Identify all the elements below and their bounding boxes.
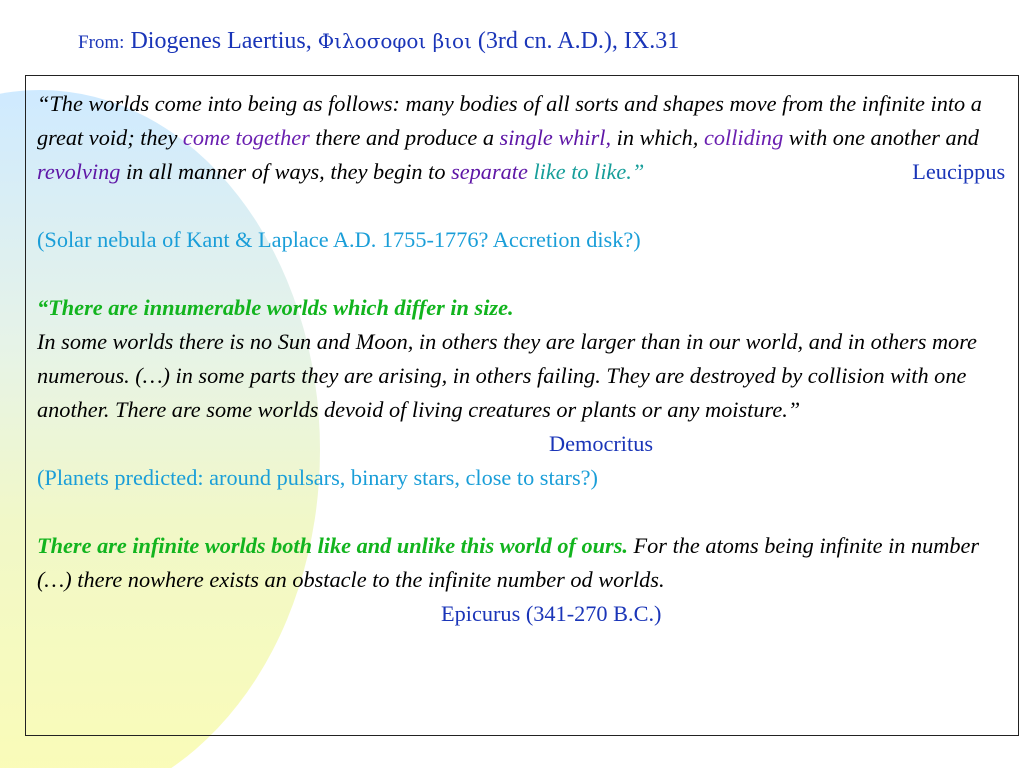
democritus-quote: In some worlds there is no Sun and Moon, in others they are larger than in our world, and in others more numerous. (…) in some parts they are arising, in others failing. They are destroyed by collision with one another. There are some worlds devoid of living creatures or plants or any moisture.” [37,329,977,422]
epicurus-quote [37,529,1008,631]
quote-text: For the atoms being infinite in number (…) there nowhere exists an obstacle to the infinite number od worlds. [37,533,980,592]
quote-text: in all manner of ways, they begin to [120,159,452,184]
header-from-label: From: [78,32,125,53]
attribution-democritus: Democritus [549,431,654,456]
header-greek-title: Φιλοσοφοι βιοι [317,29,472,53]
leucippus-quote [37,87,1008,189]
quotes-box [25,75,1019,736]
highlight-come-together: come together [182,125,310,150]
header-author: Diogenes Laertius, [130,28,312,54]
quote-text: in which, [611,125,704,150]
note-planets-predicted: (Planets predicted: around pulsars, binary stars, close to stars?) [37,465,598,490]
source-header [78,28,679,55]
quote-text: with one another and [783,125,979,150]
quote-text: “The worlds come into being as follows: many bodies of all sorts and shapes move from the infinite into a great void; they [37,91,982,150]
header-citation: (3rd cn. A.D.), IX.31 [477,28,680,54]
highlight-like-to-like: like to like.” [527,159,645,184]
epicurus-headline: There are infinite worlds both like and unlike this world of ours. [37,533,628,558]
attribution-leucippus: Leucippus [912,159,1006,184]
highlight-colliding: colliding [703,125,784,150]
democritus-headline: “There are innumerable worlds which differ in size. [37,295,514,320]
highlight-separate: separate [451,159,528,184]
highlight-single-whirl: single whirl, [499,125,612,150]
note-solar-nebula: (Solar nebula of Kant & Laplace A.D. 1755-1776? Accretion disk?) [37,227,641,252]
quote-text: there and produce a [309,125,500,150]
highlight-revolving: revolving [37,159,121,184]
attribution-epicurus: Epicurus (341-270 B.C.) [441,601,662,626]
